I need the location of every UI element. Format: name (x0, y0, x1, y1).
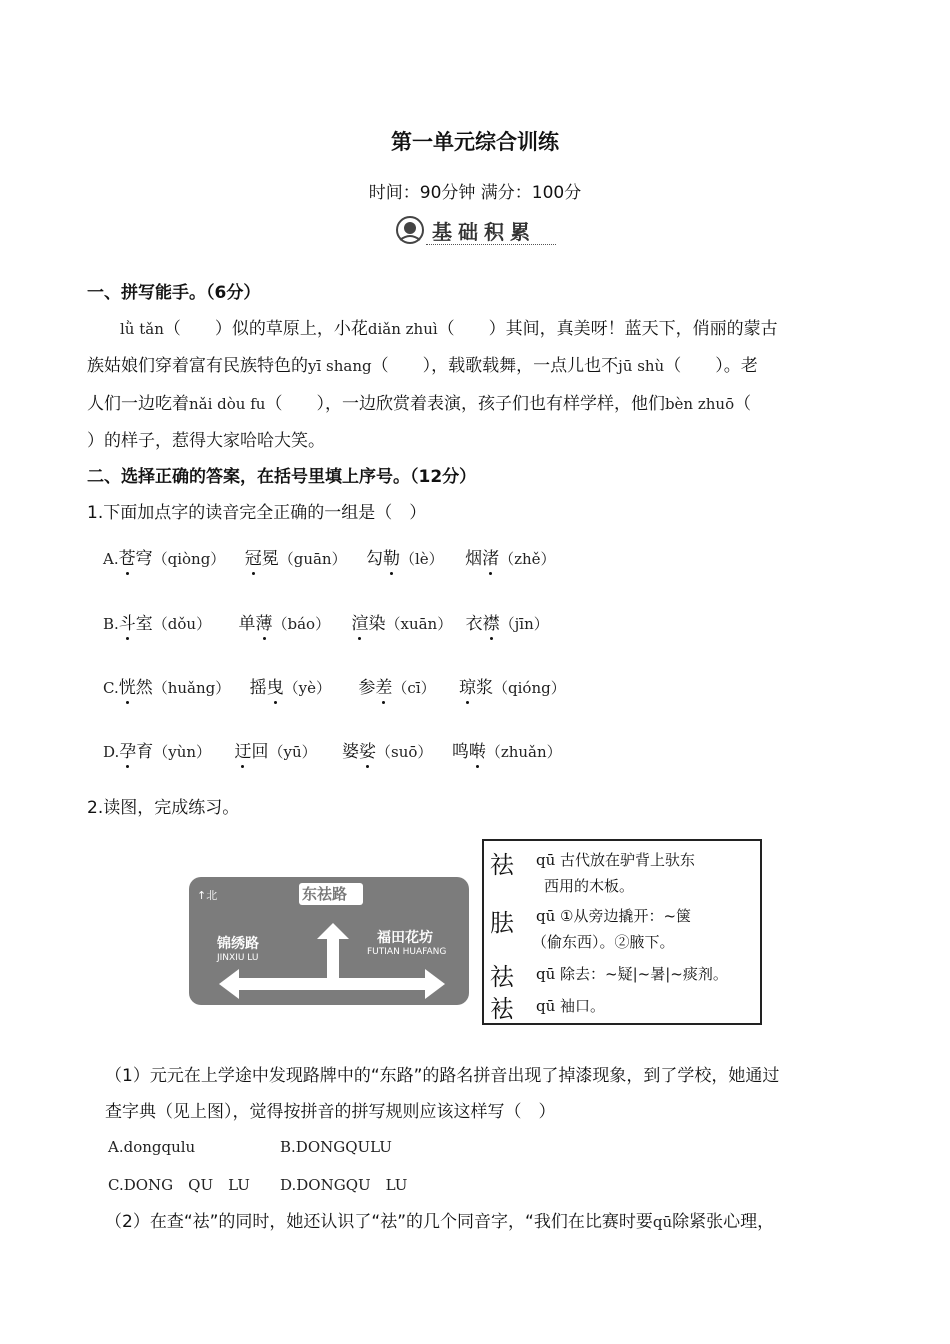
option-c: C.恍然（huǎng） 摇曳（yè） 参差（cī） 琼浆（qióng） (103, 678, 566, 698)
question-1: 1.下面加点字的读音完全正确的一组是（ ） (87, 503, 427, 523)
sub1-option-c: C.DONG QU LU (108, 1176, 250, 1194)
dict-entry-2: 胠 qū ①从旁边撬开：~箧 （偷东西）。②腋下。 (490, 907, 692, 951)
section1-line4: ）的样子，惹得大家哈哈大笑。 (87, 431, 325, 451)
option-d: D.孕育（yùn） 迂回（yū） 婆娑（suō） 鸣啭（zhuǎn） (103, 742, 562, 762)
badge-label: 基础积累 (432, 220, 536, 244)
dict-entry-1: 祛 qū 古代放在驴背上驮东 西用的木板。 (490, 851, 696, 895)
section1-line1: lǜ tǎn（ ）似的草原上，小花diǎn zhuì（ ）其间，真美呀！蓝天下，俏丽的蒙古 (120, 319, 778, 339)
sub1-option-a: A.dongqulu (108, 1138, 196, 1156)
sub1-option-b: B.DONGQULU (280, 1138, 392, 1156)
section1-line3: 人们一边吃着nǎi dòu fu（ ），一边欣赏着表演，孩子们也有样学样，他们bèn zhuō（ (87, 394, 752, 414)
astronaut-icon (394, 214, 426, 246)
subquestion-1-line1: （1）元元在上学途中发现路牌中的“东路”的路名拼音出现了掉漆现象，到了学校，她通过 (105, 1066, 780, 1086)
section2-heading: 二、选择正确的答案，在括号里填上序号。（12分） (87, 467, 477, 487)
dict-entry-3: 祛 qū 除去：~疑|~暑|~痰剂。 (490, 963, 728, 991)
sign-right-name: 福田花坊 (377, 930, 433, 946)
sign-left-name: 锦绣路 (217, 936, 259, 952)
dict-entry-4: 袪 qū 袖口。 (490, 995, 606, 1023)
option-b: B.斗室（dǒu） 单薄（báo） 渲染（xuān） 衣襟（jīn） (103, 614, 549, 634)
time-score: 时间：90分钟 满分：100分 (368, 183, 582, 203)
sub1-option-d: D.DONGQU LU (280, 1176, 408, 1194)
north-label: ↑北 (197, 889, 218, 902)
badge-underline (426, 244, 556, 245)
section1-line2: 族姑娘们穿着富有民族特色的yī shang（ ），载歌载舞，一点儿也不jū shù（ ）。老 (87, 356, 758, 376)
road-sign (189, 877, 469, 1005)
sign-top-name: 东祛路 (302, 885, 348, 903)
section-badge (394, 212, 564, 248)
sign-left-pinyin: JINXIU LU (217, 953, 259, 963)
subquestion-2: （2）在查“祛”的同时，她还认识了“祛”的几个同音字，“我们在比赛时要qū除紧张心理， (105, 1212, 775, 1232)
question-2: 2.读图，完成练习。 (87, 798, 240, 818)
sign-right-pinyin: FUTIAN HUAFANG (367, 947, 447, 957)
subquestion-1-line2: 查字典（见上图），觉得按拼音的拼写规则应该这样写（ ） (105, 1102, 556, 1122)
section1-heading: 一、拼写能手。（6分） (87, 283, 261, 303)
option-a: A.苍穹（qiòng） 冠冕（guān） 勾勒（lè） 烟渚（zhě） (103, 549, 556, 569)
page-title: 第一单元综合训练 (391, 130, 559, 154)
dictionary-box (482, 839, 762, 1025)
